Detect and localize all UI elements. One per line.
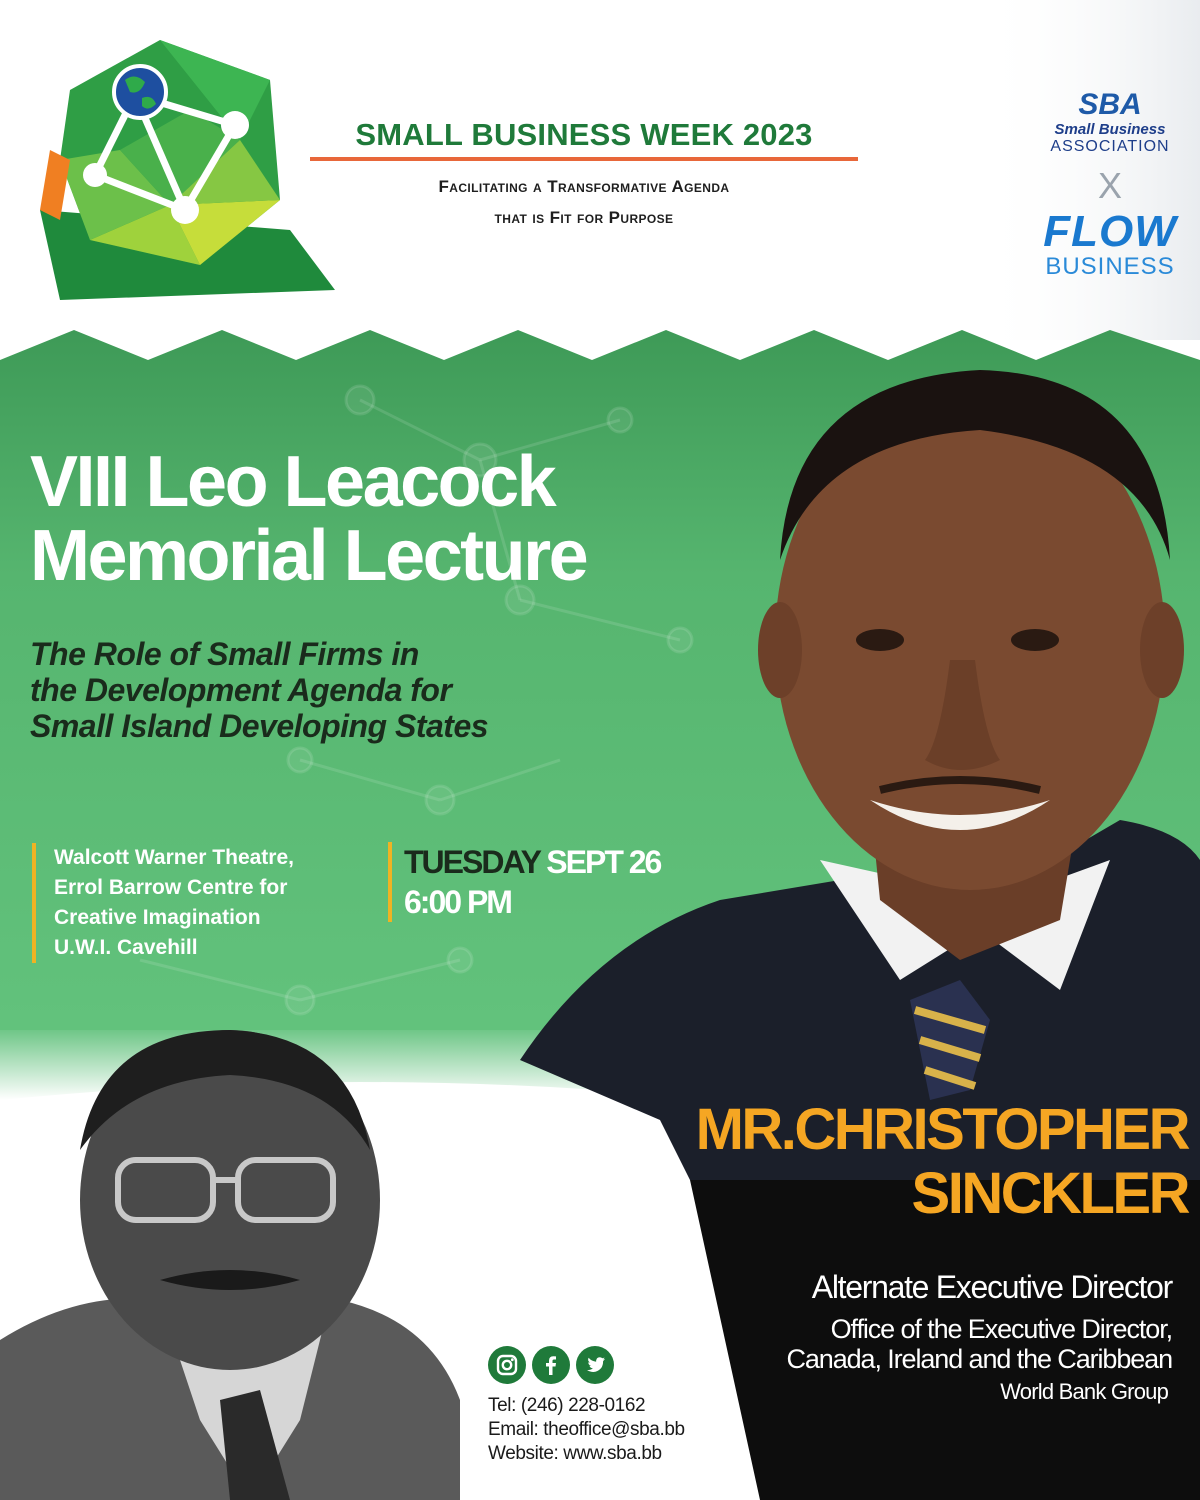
venue-line: Creative Imagination: [54, 906, 261, 929]
venue-line: U.W.I. Cavehill: [54, 936, 198, 959]
social-links: [488, 1346, 614, 1384]
subtitle-line: The Role of Small Firms in: [30, 636, 419, 672]
sba-name: Small Business: [1054, 121, 1166, 138]
lecture-title-line: Memorial Lecture: [30, 516, 587, 596]
speaker-role: Alternate Executive Director: [811, 1269, 1172, 1305]
event-title: SMALL BUSINESS WEEK 2023: [355, 117, 813, 152]
twitter-icon[interactable]: [576, 1346, 614, 1384]
speaker-name-line: MR.CHRISTOPHER: [695, 1097, 1188, 1162]
sba-association: ASSOCIATION: [1050, 138, 1170, 155]
lecture-subtitle: [30, 636, 670, 744]
subtitle-line: Small Island Developing States: [30, 708, 489, 744]
lecture-title: [30, 442, 750, 596]
facebook-icon[interactable]: [532, 1346, 570, 1384]
contact-phone: Tel: (246) 228-0162: [488, 1395, 646, 1416]
speaker-office: [700, 1314, 1172, 1374]
flow-logo: FLOW: [1043, 207, 1177, 256]
subtitle-line: the Development Agenda for: [30, 672, 452, 708]
instagram-icon[interactable]: [488, 1346, 526, 1384]
date-row: [404, 842, 660, 882]
sba-mark: SBA: [1078, 88, 1142, 121]
speaker-name-line: SINCKLER: [911, 1161, 1188, 1226]
speaker-name: [650, 1098, 1188, 1226]
office-line: Canada, Ireland and the Caribbean: [786, 1344, 1172, 1374]
speaker-organization: World Bank Group: [1000, 1379, 1168, 1404]
contact-website[interactable]: Website: www.sba.bb: [488, 1443, 662, 1464]
contact-email[interactable]: Email: theoffice@sba.bb: [488, 1419, 685, 1440]
venue-line: Walcott Warner Theatre,: [54, 846, 294, 869]
venue-details: [32, 843, 294, 963]
tagline-line: that is Fit for Purpose: [494, 208, 674, 227]
flow-business-label: BUSINESS: [1045, 253, 1175, 280]
tagline-line: Facilitating a Transformative Agenda: [438, 177, 730, 196]
venue-line: Errol Barrow Centre for: [54, 876, 288, 899]
event-day: TUESDAY: [404, 844, 540, 880]
office-line: Office of the Executive Director,: [830, 1314, 1172, 1344]
event-time: 6:00 PM: [404, 884, 511, 920]
lecture-title-line: VIII Leo Leacock: [30, 442, 555, 522]
contact-details: [488, 1394, 685, 1466]
event-date: SEPT 26: [546, 844, 661, 880]
collaboration-x: X: [1097, 165, 1122, 206]
event-datetime: [388, 842, 660, 922]
